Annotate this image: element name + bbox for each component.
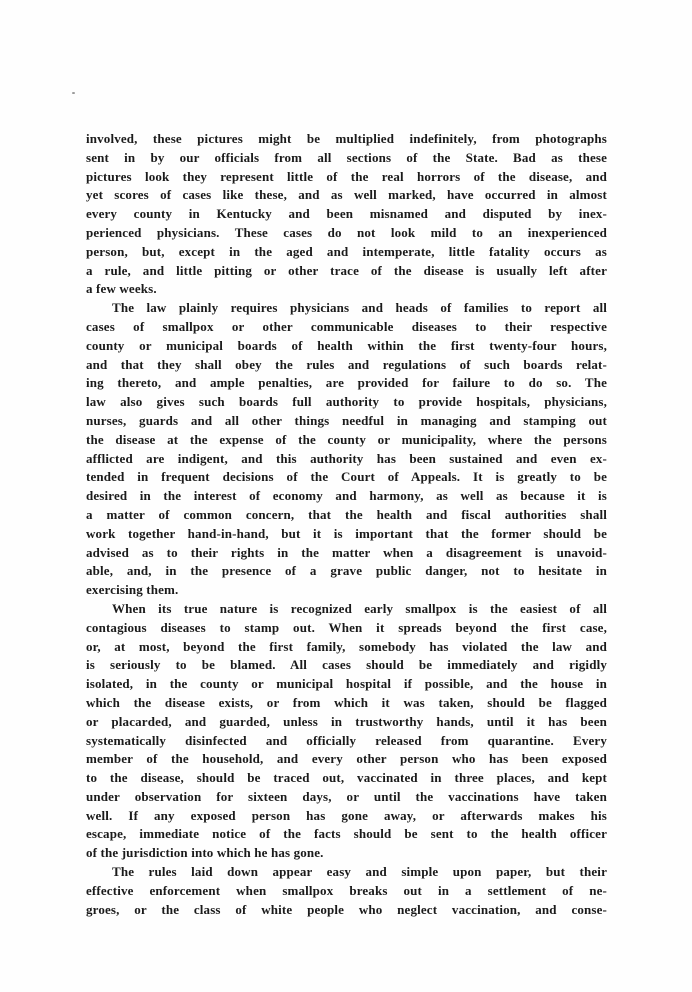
text-line: of the jurisdiction into which he has gone. xyxy=(86,845,324,861)
text-line: yet scores of cases like these, and as well marked, have occurred in almost xyxy=(86,187,607,203)
text-line: and that they shall obey the rules and regulations of such boards relat- xyxy=(86,356,607,372)
text-line: to the disease, should be traced out, vaccinated in three places, and kept xyxy=(86,770,607,786)
text-line: or, at most, beyond the first family, somebody has violated the law and xyxy=(86,638,607,654)
text-line: a matter of common concern, that the health and fiscal authorities shall xyxy=(86,506,607,522)
text-line: pictures look they represent little of the real horrors of the disease, and xyxy=(86,168,607,184)
text-line: a rule, and little pitting or other trace of the disease is usually left after xyxy=(86,262,607,278)
text-line: contagious diseases to stamp out. When it spreads beyond the first case, xyxy=(86,619,607,635)
text-line: the disease at the expense of the county or municipality, where the persons xyxy=(86,431,607,447)
text-line: nurses, guards and all other things needful in managing and stamping out xyxy=(86,412,607,428)
text-line: involved, these pictures might be multiplied indefinitely, from photographs xyxy=(86,131,607,146)
text-line: work together hand-in-hand, but it is important that the former should be xyxy=(86,525,607,541)
text-line: escape, immediate notice of the facts should be sent to the health officer xyxy=(86,826,607,842)
text-line: perienced physicians. These cases do not look mild to an inexperienced xyxy=(86,224,607,240)
text-line: sent in by our officials from all sections of the State. Bad as these xyxy=(86,149,607,165)
text-line: law also gives such boards full authority to provide hospitals, physicians, xyxy=(86,394,607,410)
text-line: under observation for sixteen days, or until the vaccinations have taken xyxy=(86,788,607,804)
paragraph-2 xyxy=(86,299,607,600)
text-line: afflicted are indigent, and this authority has been sustained and even ex- xyxy=(86,450,607,466)
text-line: every county in Kentucky and been misnamed and disputed by inex- xyxy=(86,206,607,222)
text-line: isolated, in the county or municipal hospital if possible, and the house in xyxy=(86,676,607,692)
text-line: groes, or the class of white people who neglect vaccination, and conse- xyxy=(86,901,607,917)
scan-speck-artifact xyxy=(72,92,75,94)
text-line: exercising them. xyxy=(86,582,179,598)
text-line: The law plainly requires physicians and heads of families to report all xyxy=(112,300,607,316)
text-line: able, and, in the presence of a grave public danger, not to hesitate in xyxy=(86,563,607,579)
text-line: effective enforcement when smallpox breaks out in a settlement of ne- xyxy=(86,882,607,898)
text-line: cases of smallpox or other communicable diseases to their respective xyxy=(86,318,607,334)
page-text-block xyxy=(86,130,607,919)
paragraph-1 xyxy=(86,130,607,299)
text-line: member of the household, and every other person who has been exposed xyxy=(86,751,607,767)
text-line: a few weeks. xyxy=(86,281,157,297)
text-line: is seriously to be blamed. All cases should be immediately and rigidly xyxy=(86,657,607,673)
text-line: tended in frequent decisions of the Court of Appeals. It is greatly to be xyxy=(86,469,607,485)
text-line: county or municipal boards of health within the first twenty-four hours, xyxy=(86,337,607,353)
text-line: systematically disinfected and officially released from quarantine. Every xyxy=(86,732,607,748)
text-line: advised as to their rights in the matter when a disagreement is unavoid- xyxy=(86,544,607,560)
text-line: well. If any exposed person has gone away, or afterwards makes his xyxy=(86,807,607,823)
text-line: The rules laid down appear easy and simple upon paper, but their xyxy=(112,864,607,880)
paragraph-4 xyxy=(86,863,607,919)
text-line: ing thereto, and ample penalties, are provided for failure to do so. The xyxy=(86,375,607,391)
text-line: desired in the interest of economy and harmony, as well as because it is xyxy=(86,488,607,504)
text-line: When its true nature is recognized early smallpox is the easiest of all xyxy=(112,600,607,616)
paragraph-3 xyxy=(86,600,607,863)
text-line: person, but, except in the aged and intemperate, little fatality occurs as xyxy=(86,243,607,259)
text-line: or placarded, and guarded, unless in trustworthy hands, until it has been xyxy=(86,713,607,729)
text-line: which the disease exists, or from which it was taken, should be flagged xyxy=(86,694,607,710)
